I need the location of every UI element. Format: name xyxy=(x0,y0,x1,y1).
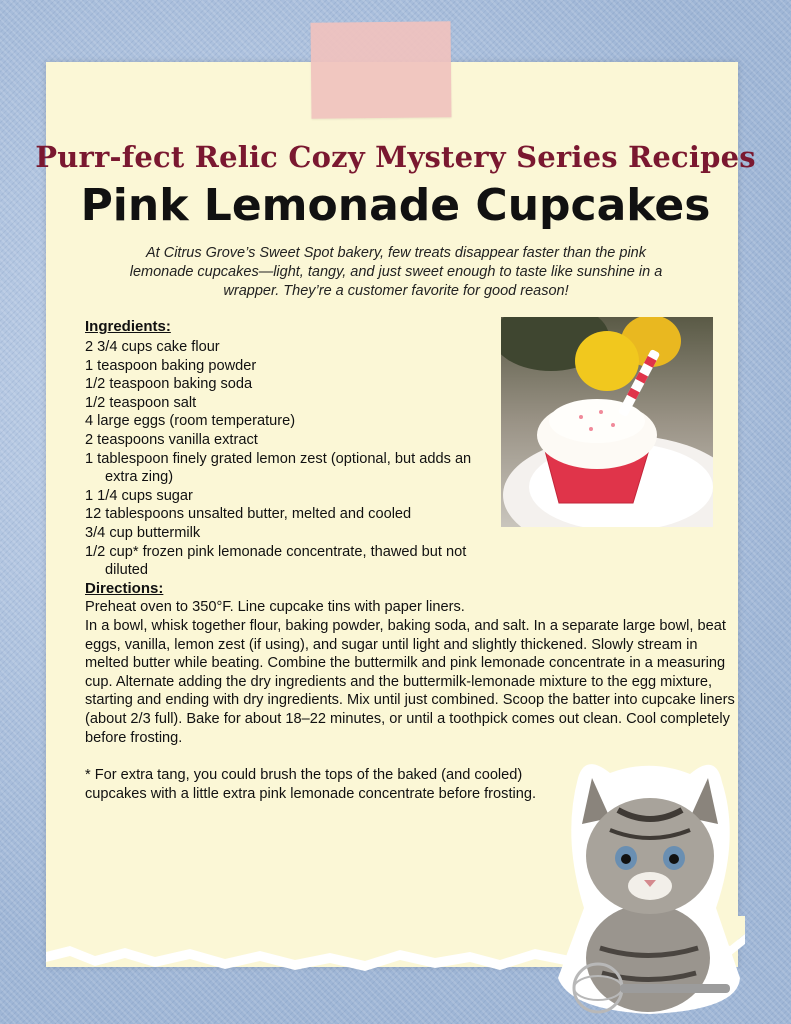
tape-strip xyxy=(311,21,452,118)
list-item: 1/2 cup* frozen pink lemonade concentrate, thawed but not diluted xyxy=(85,543,467,579)
list-item: 2 teaspoons vanilla extract xyxy=(85,431,258,448)
list-item: 1/2 teaspoon salt xyxy=(85,394,197,411)
cupcake-photo-icon xyxy=(501,317,713,527)
list-item: 4 large eggs (room temperature) xyxy=(85,413,296,430)
directions-note: * For extra tang, you could brush the tops of the baked (and cooled) cupcakes with a little extra pink lemonade concentrate before frosting. xyxy=(85,767,537,802)
list-item: 1 1/4 cups sugar xyxy=(85,487,193,504)
ingredients-heading: Ingredients: xyxy=(85,318,171,335)
directions-heading: Directions: xyxy=(85,580,164,597)
series-title: Purr-fect Relic Cozy Mystery Series Recipes xyxy=(35,140,756,174)
directions-step-2: In a bowl, whisk together flour, baking powder, baking soda, and salt. In a separate large bowl, beat eggs, vanilla, lemon zest (if using), and sugar until light and slightly thickened. Slowly stream in melted butter while beating. Combine the buttermilk and pink lemonade concentrate in a measuring cup. Alternate adding the dry ingredients and the buttermilk-lemonade mixture to the egg mixture, starting and ending with dry ingredients. Mix until just combined. Scoop the batter into cupcake liners (about 2/3 full). Bake for about 18–22 minutes, or until a toothpick comes out clean. Cool completely before frosting. xyxy=(85,618,735,746)
kitten-whisk-icon xyxy=(540,748,760,1018)
directions-step-1: Preheat oven to 350°F. Line cupcake tins with paper liners. xyxy=(85,599,465,615)
list-item: 1/2 teaspoon baking soda xyxy=(85,376,253,393)
list-item: 12 tablespoons unsalted butter, melted and cooled xyxy=(85,506,412,523)
recipe-title: Pink Lemonade Cupcakes xyxy=(80,180,711,231)
intro-text: At Citrus Grove’s Sweet Spot bakery, few treats disappear faster than the pink lemonade cupcakes—light, tangy, and just sweet enough to taste like sunshine in a wrapper. They’re a customer favorite for good reason! xyxy=(129,245,663,299)
list-item: 1 tablespoon finely grated lemon zest (optional, but adds an extra zing) xyxy=(85,450,472,486)
list-item: 2 3/4 cups cake flour xyxy=(85,339,220,355)
list-item: 3/4 cup buttermilk xyxy=(85,524,201,541)
list-item: 1 teaspoon baking powder xyxy=(85,357,257,374)
ingredients-list xyxy=(85,338,505,580)
